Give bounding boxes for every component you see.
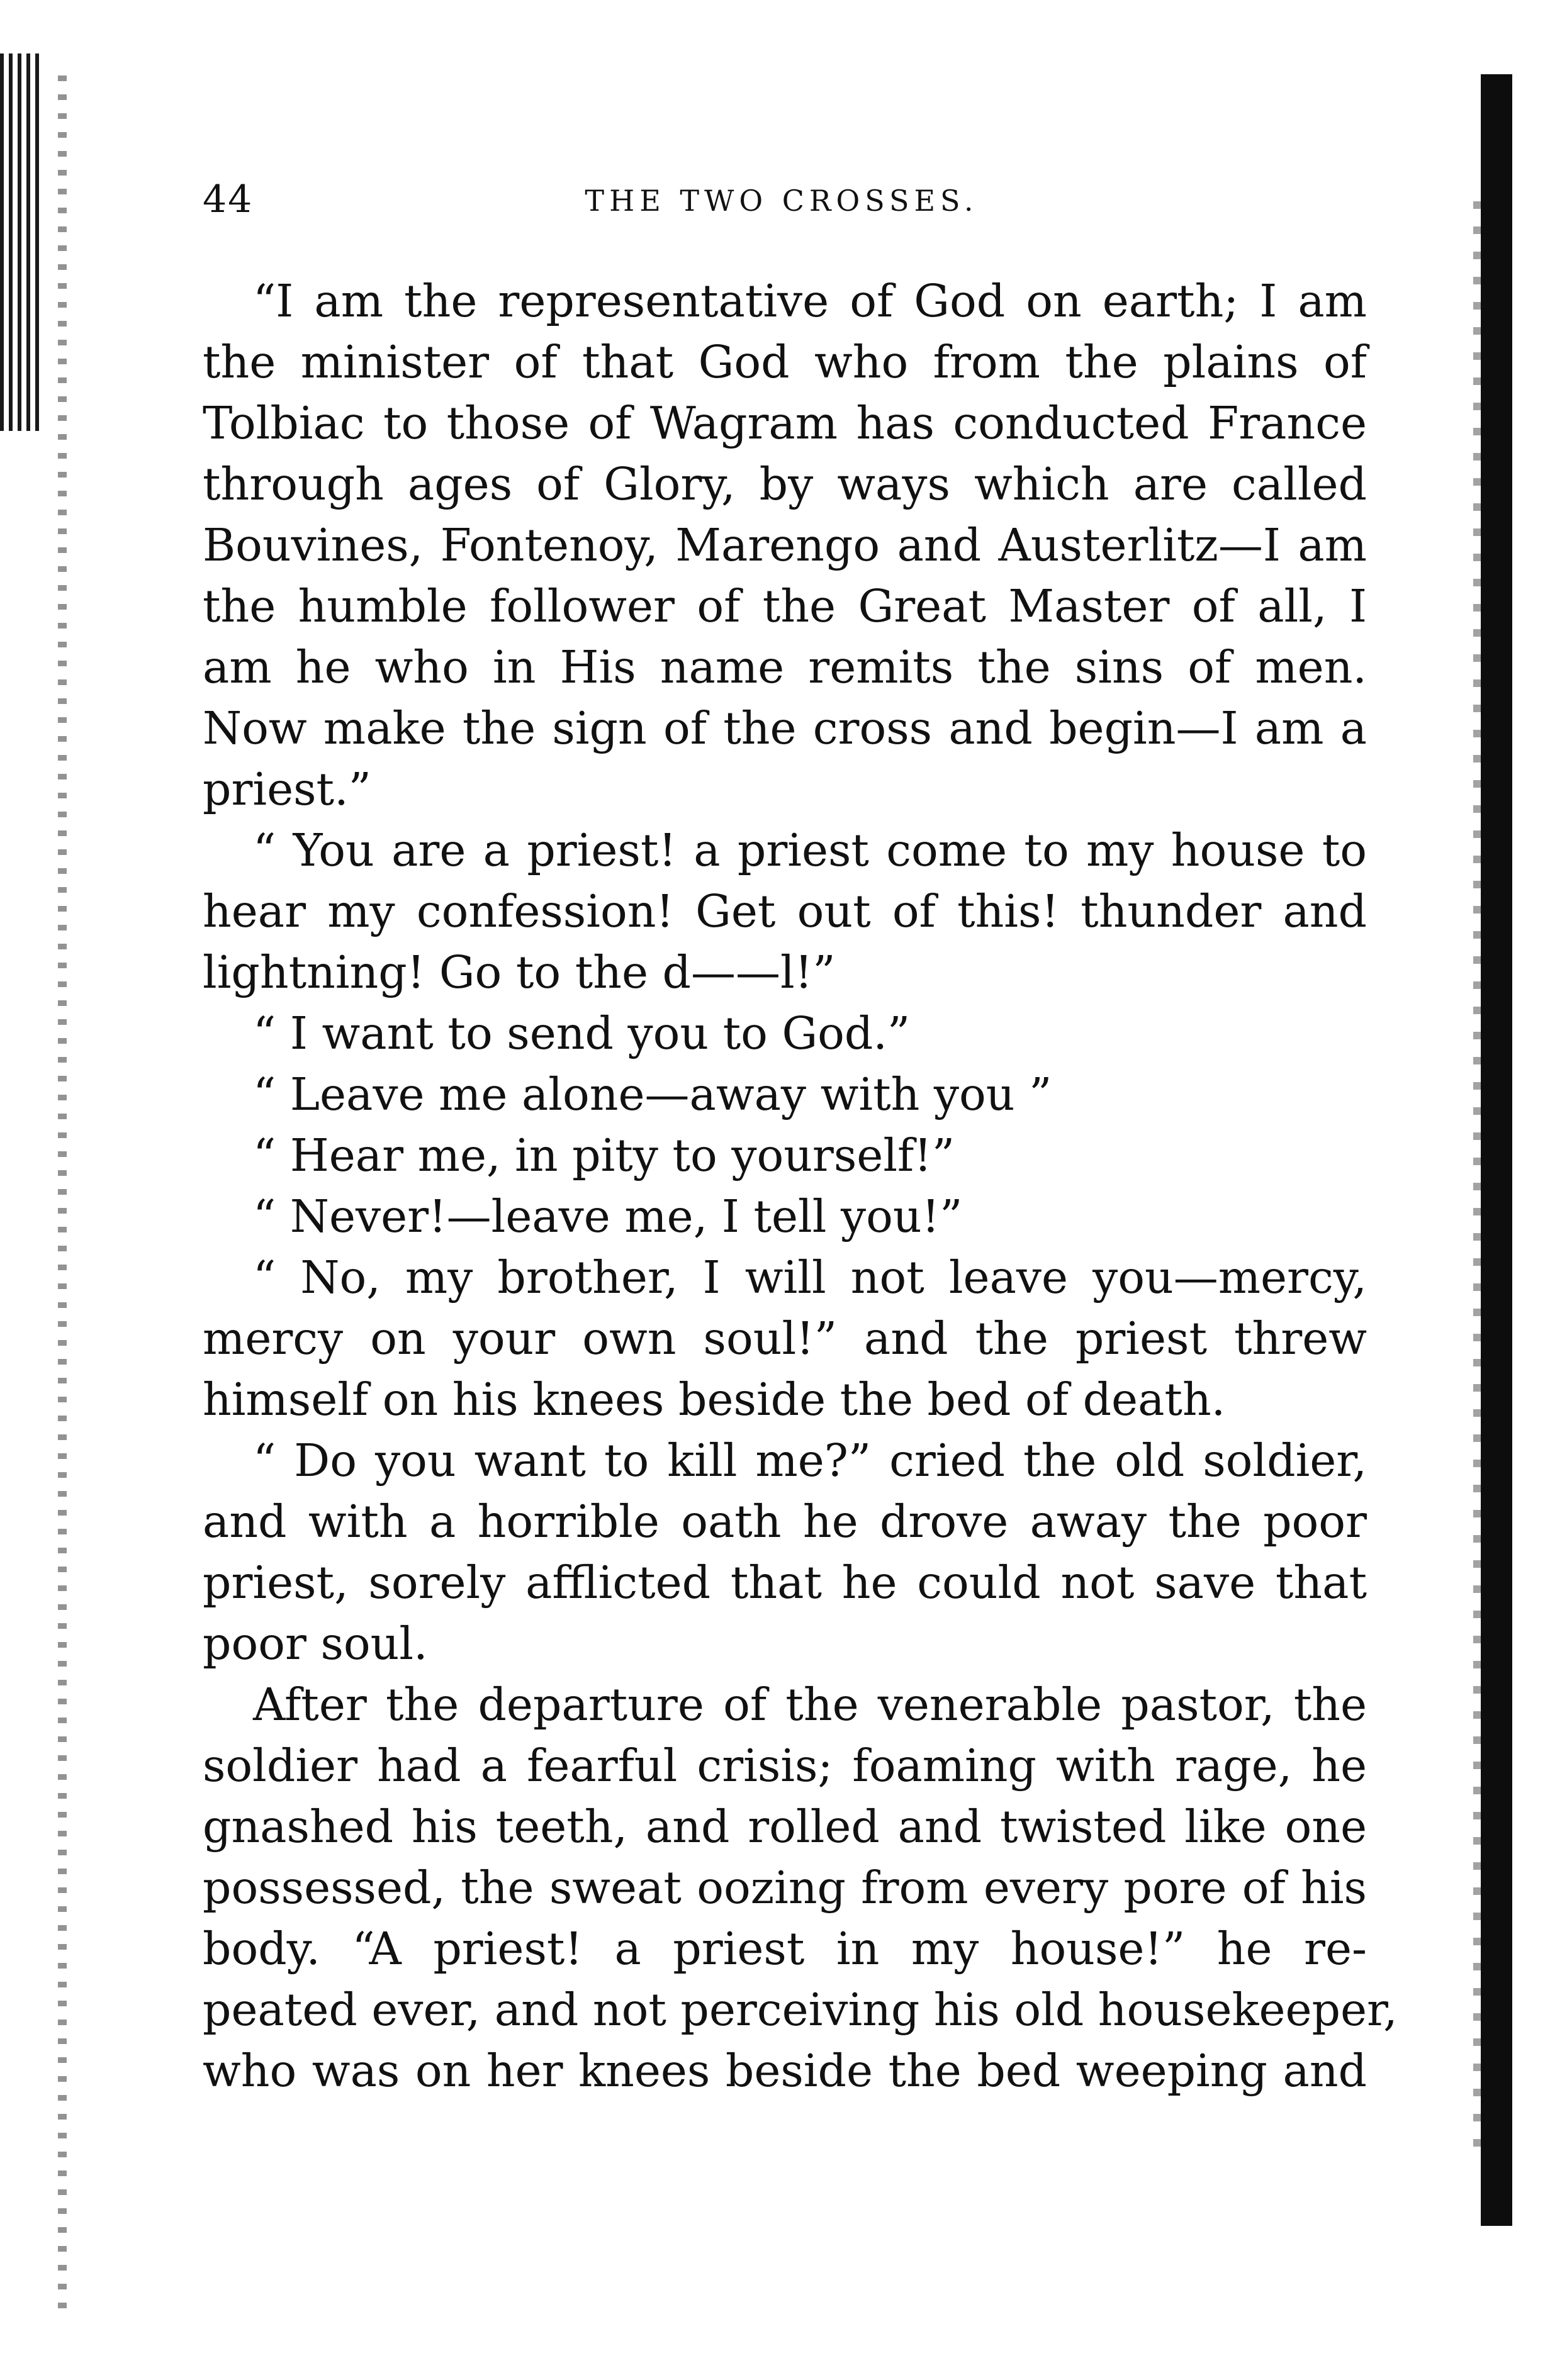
text-line: lightning! Go to the d——l!” [203,946,836,998]
text-line: peated ever, and not perceiving his old housekeeper, [203,1984,1398,2036]
text-line: gnashed his teeth, and rolled and twisted like one [203,1801,1367,1853]
text-line: through ages of Glory, by ways which are called [203,458,1367,510]
text-line: After the departure of the venerable pastor, the [253,1679,1367,1731]
text-line: and with a horrible oath he drove away the poor [203,1495,1367,1548]
text-line: possessed, the sweat oozing from every pore of his [203,1862,1367,1914]
text-line: the humble follower of the Great Master of all, I [203,580,1367,632]
page-header [203,177,1361,234]
text-line: Now make the sign of the cross and begin—I am a [203,702,1367,754]
text-line: soldier had a fearful crisis; foaming with rage, he [203,1740,1367,1792]
text-line: priest, sorely afflicted that he could not save that [203,1556,1367,1609]
text-line: Bouvines, Fontenoy, Marengo and Austerlitz—I am [203,519,1367,571]
text-line: “ No, my brother, I will not leave you—mercy, [253,1251,1367,1304]
text-line: “I am the representative of God on earth; I am [253,275,1367,327]
text-line: “ Do you want to kill me?” cried the old soldier, [253,1434,1367,1487]
text-line: himself on his knees beside the bed of death. [203,1373,1226,1426]
text-line: who was on her knees beside the bed weeping and [203,2045,1367,2097]
text-line: poor soul. [203,1617,428,1670]
scan-edge-right-speckle [1473,201,1481,2152]
text-line: hear my confession! Get out of this! thunder and [203,885,1367,937]
text-line: “ I want to send you to God.” [253,1007,911,1059]
text-line: body. “A priest! a priest in my house!” he re- [203,1923,1367,1975]
text-line: mercy on your own soul!” and the priest threw [203,1312,1367,1365]
body-text [203,271,1398,2101]
running-head: THE TWO CROSSES. [585,184,979,218]
text-line: priest.” [203,763,371,815]
text-line: “ Leave me alone—away with you ” [253,1068,1052,1120]
text-line: am he who in His name remits the sins of men. [203,641,1367,693]
text-line: Tolbiac to those of Wagram has conducted France [203,397,1367,449]
scan-edge-left-speckle [58,75,67,2315]
text-line: “ Never!—leave me, I tell you!” [253,1190,963,1243]
text-line: “ Hear me, in pity to yourself!” [253,1129,955,1182]
scan-edge-right [1481,74,1512,2226]
scan-edge-left [0,53,39,431]
text-line: the minister of that God who from the plains of [203,336,1367,388]
page-number: 44 [203,177,254,221]
text-line: “ You are a priest! a priest come to my house to [253,824,1367,876]
